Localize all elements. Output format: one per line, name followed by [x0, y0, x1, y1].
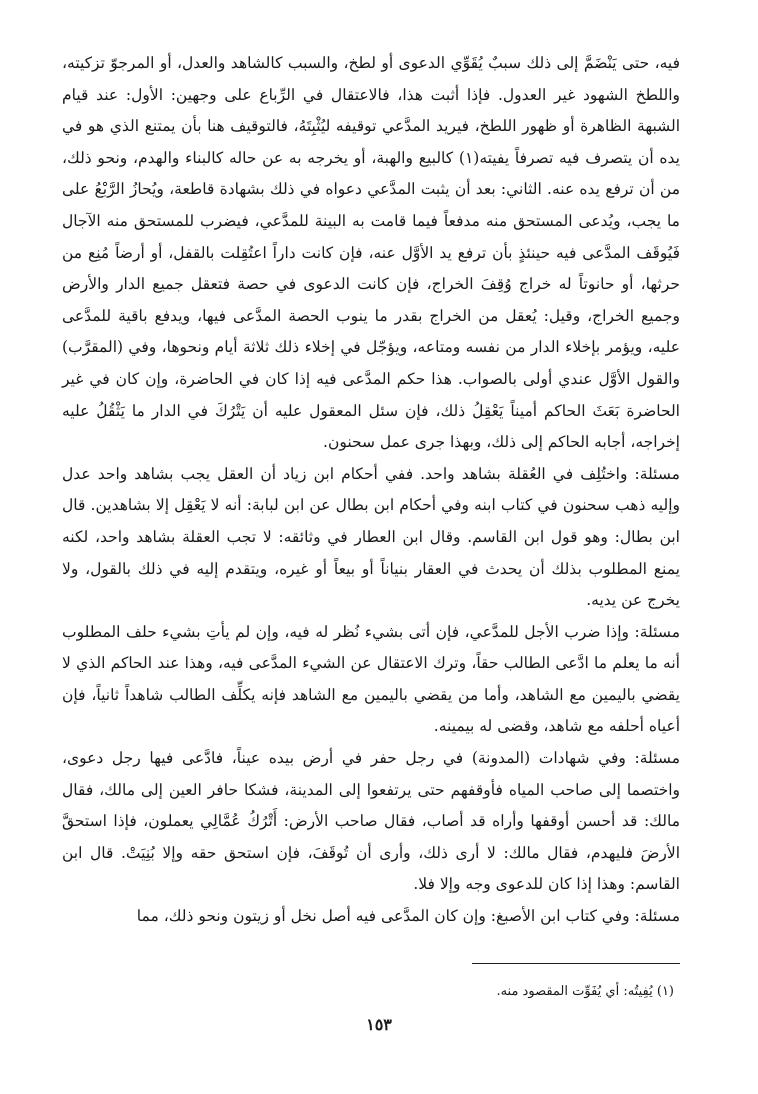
- body-text: [62, 48, 680, 933]
- footnote: (١) يُفِيتُه: أي يُفَوِّت المقصود منه.: [496, 984, 674, 999]
- paragraph-3: مسئلة: وإذا ضرب الأجل للمدَّعي، فإن أتى بشيء نُظر له فيه، وإن لم يأتِ بشيء حلف المطلوب أنه ما يعلم ما ادَّعى الطالب حقاً، وترك الاعتقال عن الشيء المدَّعى فيه، وهذا عند الحاكم الذي لا يقضي باليمين مع الشاهد، وأما من يقضي باليمين مع الشاهد فإنه يكلِّف الطالب شاهداً ثانياً، فإن أعياه أحلفه مع شاهد، وقضى له بيمينه.: [62, 622, 680, 736]
- paragraph-4: مسئلة: وفي شهادات (المدونة) في رجل حفر في أرض بيده عيناً، فادَّعى فيها رجل دعوى، واختصما إلى صاحب المياه فأوقفهم حتى يرتفعوا إلى المدينة، فشكا حافر العين إلى مالك، فقال مالك: قد أحسن أوقفها وأراه قد أصاب، فقال صاحب الأرض: أَتْرُكُ عُمَّالِي يعملون، فإذا استحقَّ الأرضَ فليهدم، فقال مالك: لا أرى ذلك، وأرى أن تُوقَفَ، فإن استحق حقه وإلا بُنِيَتْ. قال ابن القاسم: وهذا إذا كان للدعوى وجه وإلا فلا.: [62, 749, 680, 894]
- paragraph-1: فيه، حتى يَنْضَمَّ إلى ذلك سببٌ يُقَوِّي الدعوى أو لطخ، والسبب كالشاهد والعدل، أو المرجوّ تزكيته، واللطخ الشهود غير العدول. فإذا أثبت هذا، فالاعتقال في الرِّباع على وجهين: الأول: عند قيام الشبهة الظاهرة أو ظهور اللطخ، فيريد المدَّعي توقيفه ليُثْبِتَهُ، فالتوقيف هنا بأن يمتنع الذي هو في يده أن يتصرف فيه تصرفاً يفيته(١) كالبيع والهبة، أو يخرجه به عن حاله كالبناء والهدم، ونحو ذلك، من أن ترفع يده عنه. الثاني: بعد أن يثبت المدَّعي دعواه في ذلك بشهادة قاطعة، ويُحازُ الرَّبْعُ على ما يجب، ويُدعى المستحق منه مدفعاً فيما قامت به البينة للمدَّعي، فيضرب للمستحق منه الآجال فَيُوقَف المدَّعى فيه حينئذٍ بأن ترفع يد الأوَّل عنه، فإن كانت داراً اعتُقِلت بالقفل، أو أرضاً مُنِع من حرثها، أو حانوتاً له خراج وُقِفَ الخراج، فإن كانت الدعوى في حصة فتعقل جميع الدار والأرض وجميع الخراج، وقيل: يُعقل من الخراج بقدر ما ينوب الحصة المدَّعى فيها، ويدفع باقية للمدَّعى عليه، ويؤمر بإخلاء الدار من نفسه ومتاعه، ويؤجّل في إخلاء ذلك ثلاثة أيام ونحوها، وفي (المقرَّب) والقول الأوَّل عندي أولى بالصواب. هذا حكم المدَّعى فيه إذا كان في الحاضرة، وإن كان في غير الحاضرة بَعَثَ الحاكم أميناً يَعْقِلُ ذلك، فإن سئل المعقول عليه أن يَتْرُكَ في الدار ما يَثْقُلُ عليه إخراجه، أجابه الحاكم إلى ذلك، وبهذا جرى عمل سحنون.: [62, 54, 680, 452]
- paragraph-5: مسئلة: وفي كتاب ابن الأصبغ: وإن كان المدَّعى فيه أصل نخل أو زيتون ونحو ذلك، مما: [136, 907, 680, 926]
- footnote-divider: [472, 963, 680, 964]
- paragraph-2: مسئلة: واختُلِف في العُقلة بشاهد واحد. ففي أحكام ابن زياد أن العقل يجب بشاهد واحد عدل وإليه ذهب سحنون في كتاب ابنه وفي أحكام ابن بطال عن ابن لبابة: أنه لا يَعْقِل إلا بشاهدين. قال ابن بطال: وهو قول ابن القاسم. وقال ابن العطار في وثائقه: لا تجب العقلة بشاهد واحد، لكنه يمنع المطلوب بذلك أن يحدث في العقار بنياناً أو بيعاً أو غيره، ويتقدم إليه في ذلك بالقول، ولا يخرج عن يديه.: [62, 464, 680, 610]
- page-number: ١٥٣: [366, 1015, 392, 1034]
